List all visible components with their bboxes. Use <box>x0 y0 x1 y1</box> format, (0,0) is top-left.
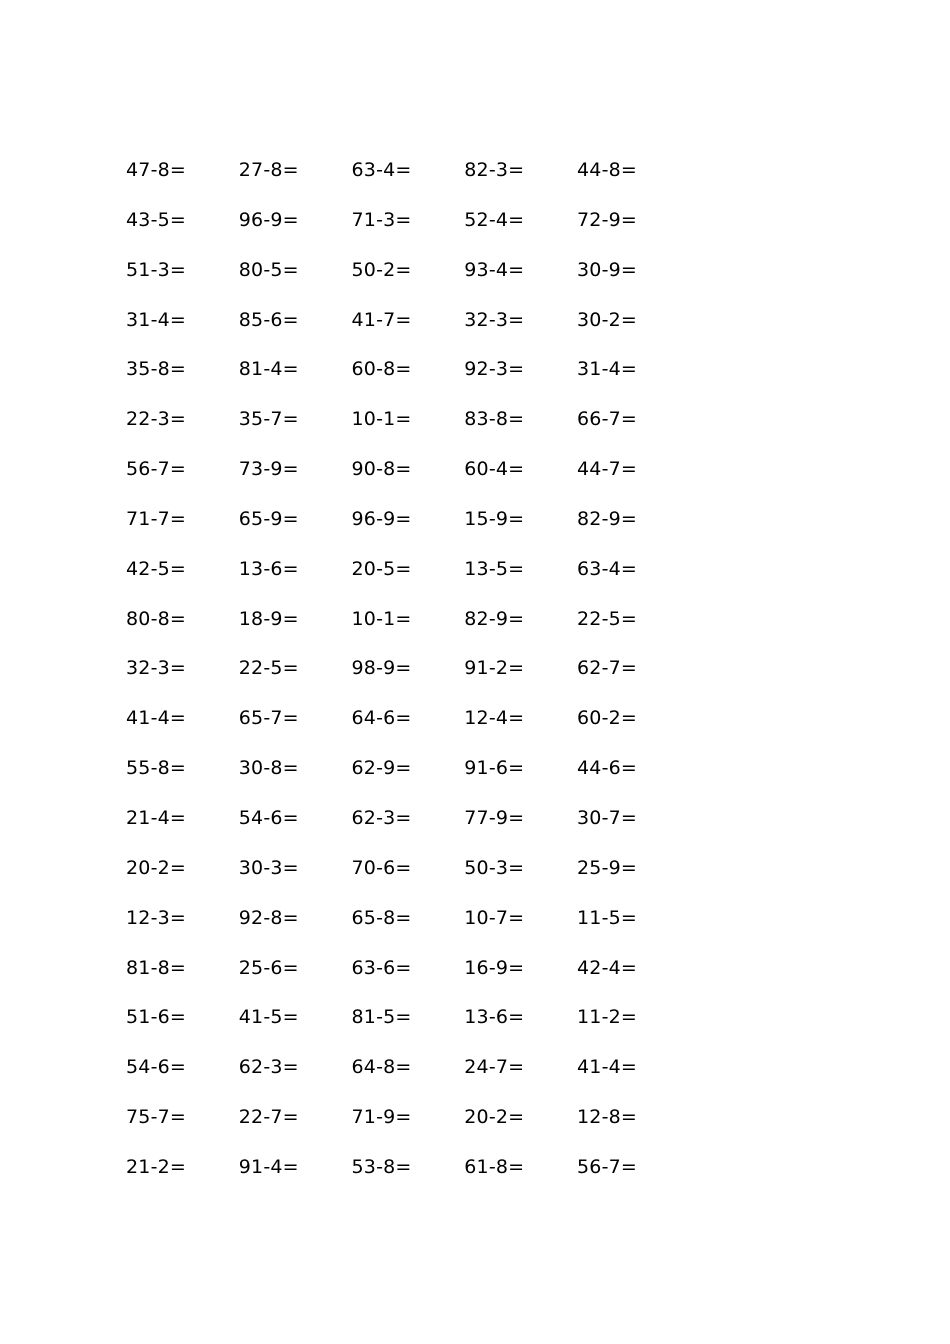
math-problem: 75-7= <box>126 1106 187 1129</box>
math-problem: 60-8= <box>351 358 412 381</box>
math-problem: 30-7= <box>577 806 638 829</box>
math-problem: 80-5= <box>238 258 299 281</box>
math-problem: 10-7= <box>464 906 525 929</box>
math-problem: 92-8= <box>238 906 299 929</box>
math-problem: 91-6= <box>464 757 525 780</box>
math-problem: 31-4= <box>577 358 638 381</box>
math-problem: 62-9= <box>351 757 412 780</box>
math-problem: 20-2= <box>126 856 187 879</box>
math-problem: 62-7= <box>577 657 638 680</box>
math-problem: 63-4= <box>577 557 638 580</box>
math-problem: 54-6= <box>238 806 299 829</box>
math-problem: 64-6= <box>351 707 412 730</box>
math-problem: 25-6= <box>238 956 299 979</box>
math-problem: 96-9= <box>351 507 412 530</box>
math-problem: 20-2= <box>464 1106 525 1129</box>
math-problem: 96-9= <box>238 208 299 231</box>
math-problem: 92-3= <box>464 358 525 381</box>
math-problem: 13-5= <box>464 557 525 580</box>
math-problem: 54-6= <box>126 1056 187 1079</box>
math-problem: 83-8= <box>464 408 525 431</box>
math-problem: 22-5= <box>577 607 638 630</box>
math-problem: 65-9= <box>238 507 299 530</box>
math-problem: 51-3= <box>126 258 187 281</box>
math-problem: 77-9= <box>464 806 525 829</box>
math-problem: 81-8= <box>126 956 187 979</box>
math-problem: 65-7= <box>238 707 299 730</box>
math-problem: 12-3= <box>126 906 187 929</box>
math-problem: 56-7= <box>126 458 187 481</box>
math-problem: 44-6= <box>577 757 638 780</box>
math-problem: 73-9= <box>238 458 299 481</box>
math-problem: 52-4= <box>464 208 525 231</box>
math-problem: 80-8= <box>126 607 187 630</box>
math-problem: 81-5= <box>351 1006 412 1029</box>
problem-grid <box>126 146 690 1193</box>
math-problem: 98-9= <box>351 657 412 680</box>
math-problem: 63-6= <box>351 956 412 979</box>
math-problem: 64-8= <box>351 1056 412 1079</box>
math-problem: 71-9= <box>351 1106 412 1129</box>
math-problem: 61-8= <box>464 1155 525 1178</box>
math-problem: 51-6= <box>126 1006 187 1029</box>
math-problem: 35-7= <box>238 408 299 431</box>
math-problem: 42-5= <box>126 557 187 580</box>
math-problem: 72-9= <box>577 208 638 231</box>
math-problem: 81-4= <box>238 358 299 381</box>
math-problem: 41-4= <box>577 1056 638 1079</box>
math-problem: 22-5= <box>238 657 299 680</box>
math-problem: 62-3= <box>238 1056 299 1079</box>
math-problem: 27-8= <box>238 159 299 181</box>
math-problem: 70-6= <box>351 856 412 879</box>
math-problem: 66-7= <box>577 408 638 431</box>
math-problem: 25-9= <box>577 856 638 879</box>
math-problem: 50-2= <box>351 258 412 281</box>
math-problem: 21-4= <box>126 806 187 829</box>
math-problem: 13-6= <box>464 1006 525 1029</box>
math-problem: 91-2= <box>464 657 525 680</box>
math-problem: 44-7= <box>577 458 638 481</box>
math-problem: 21-2= <box>126 1155 187 1178</box>
math-problem: 32-3= <box>464 308 525 331</box>
math-problem: 82-3= <box>464 159 525 181</box>
math-problem: 22-3= <box>126 408 187 431</box>
math-problem: 47-8= <box>126 159 187 181</box>
math-problem: 11-2= <box>577 1006 638 1029</box>
math-problem: 42-4= <box>577 956 638 979</box>
math-problem: 15-9= <box>464 507 525 530</box>
math-problem: 93-4= <box>464 258 525 281</box>
math-problem: 16-9= <box>464 956 525 979</box>
math-problem: 12-4= <box>464 707 525 730</box>
math-problem: 13-6= <box>238 557 299 580</box>
math-problem: 12-8= <box>577 1106 638 1129</box>
math-problem: 71-3= <box>351 208 412 231</box>
math-problem: 30-8= <box>238 757 299 780</box>
math-problem: 60-2= <box>577 707 638 730</box>
math-problem: 22-7= <box>238 1106 299 1129</box>
math-problem: 30-3= <box>238 856 299 879</box>
math-problem: 50-3= <box>464 856 525 879</box>
math-problem: 10-1= <box>351 607 412 630</box>
math-problem: 43-5= <box>126 208 187 231</box>
math-problem: 82-9= <box>577 507 638 530</box>
math-problem: 53-8= <box>351 1155 412 1178</box>
math-problem: 24-7= <box>464 1056 525 1079</box>
math-problem: 18-9= <box>238 607 299 630</box>
math-problem: 41-7= <box>351 308 412 331</box>
math-problem: 32-3= <box>126 657 187 680</box>
math-problem: 63-4= <box>351 159 412 181</box>
math-problem: 10-1= <box>351 408 412 431</box>
math-problem: 71-7= <box>126 507 187 530</box>
math-problem: 85-6= <box>238 308 299 331</box>
math-problem: 41-5= <box>238 1006 299 1029</box>
math-problem: 82-9= <box>464 607 525 630</box>
math-problem: 41-4= <box>126 707 187 730</box>
math-problem: 31-4= <box>126 308 187 331</box>
math-problem: 30-9= <box>577 258 638 281</box>
math-problem: 20-5= <box>351 557 412 580</box>
math-problem: 44-8= <box>577 159 638 181</box>
math-problem: 60-4= <box>464 458 525 481</box>
math-problem: 56-7= <box>577 1155 638 1178</box>
math-problem: 65-8= <box>351 906 412 929</box>
math-problem: 11-5= <box>577 906 638 929</box>
math-problem: 35-8= <box>126 358 187 381</box>
math-problem: 91-4= <box>238 1155 299 1178</box>
math-problem: 55-8= <box>126 757 187 780</box>
math-problem: 30-2= <box>577 308 638 331</box>
math-problem: 62-3= <box>351 806 412 829</box>
math-problem: 90-8= <box>351 458 412 481</box>
